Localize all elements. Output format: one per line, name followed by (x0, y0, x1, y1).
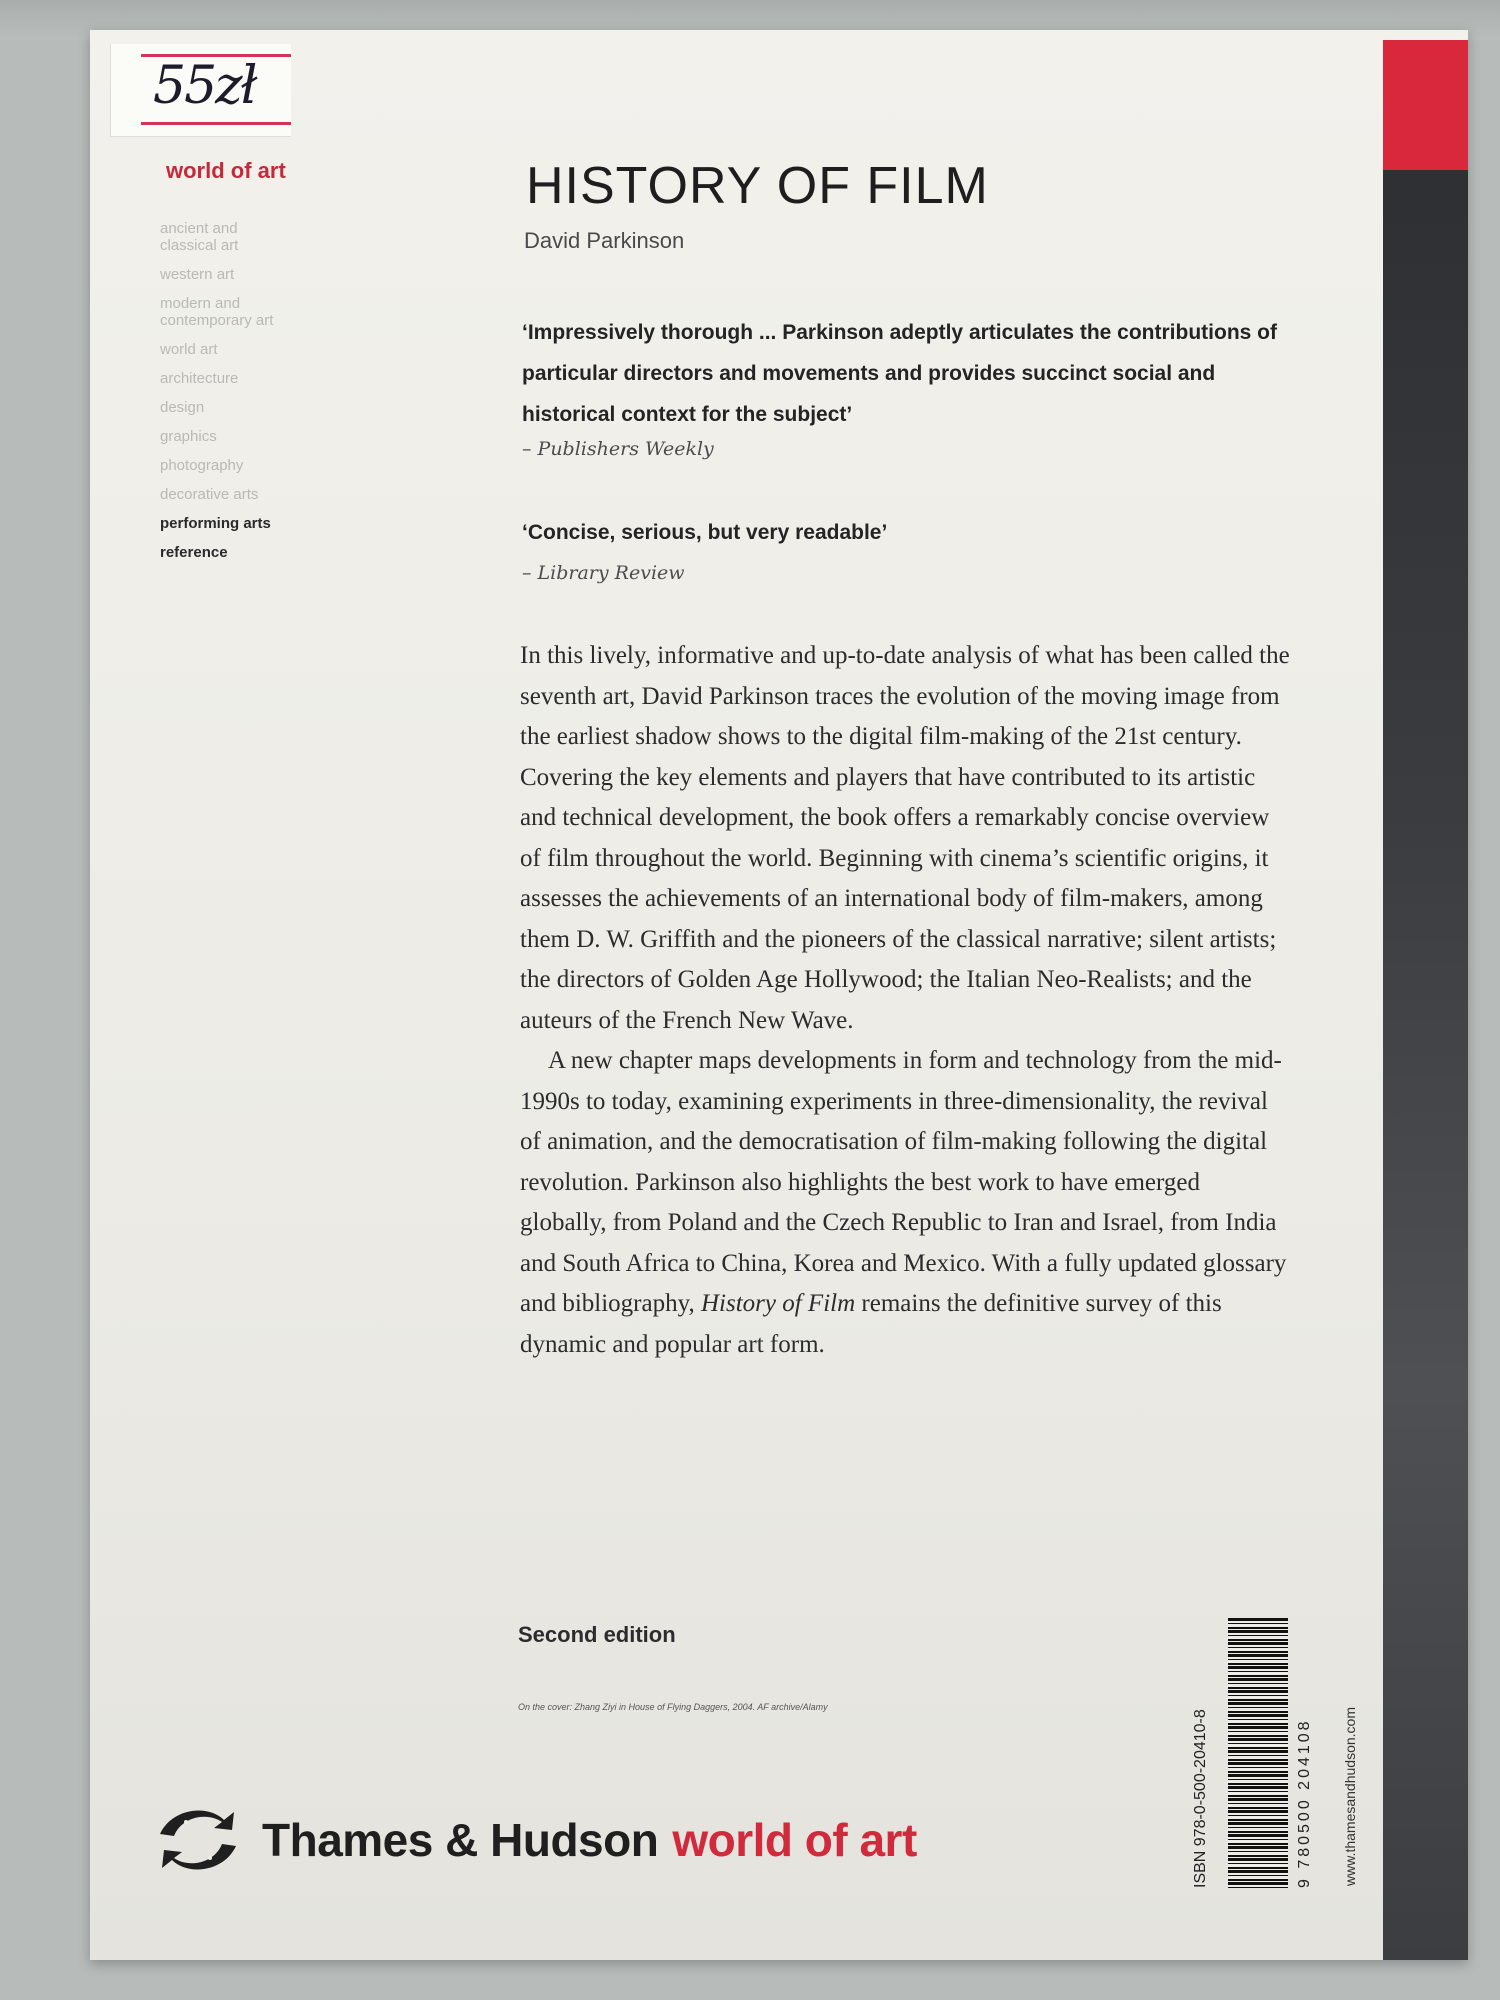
price-tag: 55zł (153, 56, 256, 116)
isbn-text: ISBN 978-0-500-20410-8 (1192, 1709, 1209, 1888)
review-source: – Publishers Weekly (522, 438, 714, 460)
title-reference: History of Film (700, 1290, 856, 1317)
spine-edge (1383, 40, 1468, 1960)
review-quote: ‘Impressively thorough ... Parkinson adeptly articulates the contributions of particular directors and movements and provides succinct social and historical context for the subject’ (522, 321, 1277, 426)
spine-red-band (1383, 40, 1468, 170)
series-category-current: reference (160, 544, 228, 561)
barcode-digits: 9 780500 204108 (1296, 1718, 1313, 1888)
series-category: design (160, 399, 205, 416)
price-sticker (110, 44, 291, 137)
publisher-website: www.thamesandhudson.com (1342, 1707, 1358, 1886)
series-category: world art (160, 341, 218, 358)
series-category: modern and contemporary art (160, 295, 274, 329)
book-description (520, 636, 1290, 1365)
series-category-current: performing arts (160, 515, 271, 532)
sticker-line (141, 122, 291, 125)
edition-label: Second edition (518, 1622, 676, 1647)
series-category: western art (160, 266, 235, 283)
dolphins-logo-icon (150, 1800, 246, 1880)
series-category: decorative arts (160, 486, 259, 503)
barcode (1228, 1618, 1288, 1888)
description-text: remains the definitive survey of this dynamic and popular art form. (520, 1290, 1222, 1358)
cover-credit: On the cover: Zhang Ziyi in House of Flying Daggers, 2004. AF archive/Alamy (518, 1702, 828, 1712)
series-label: world of art (166, 158, 286, 183)
series-category-list (160, 220, 273, 573)
review-quote: ‘Concise, serious, but very readable’ (522, 521, 888, 544)
series-category: photography (160, 457, 244, 474)
description-paragraph: In this lively, informative and up-to-date analysis of what has been called the seventh art, David Parkinson traces the evolution of the moving image from the earliest shadow shows to the digital film-making of the 21st century. Covering the key elements and players that have contributed to its artistic and technical development, the book offers a remarkably concise overview of film throughout the world. Beginning with cinema’s scientific origins, it assesses the achievements of an international body of film-makers, among them D. W. Griffith and the pioneers of the classical narrative; silent artists; the directors of Golden Age Hollywood; the Italian Neo-Realists; and the auteurs of the French New Wave. (520, 642, 1290, 1034)
description-text: A new chapter maps developments in form and technology from the mid-1990s to today, examining experiments in three-dimensionality, the revival of animation, and the democratisation of film-making following the digital revolution. Parkinson also highlights the best work to have emerged globally, from Poland and the Czech Republic to Iran and Israel, from India and South Africa to China, Korea and Mexico. With a fully updated glossary and bibliography, (520, 1047, 1287, 1317)
publisher-logo-block (150, 1800, 917, 1880)
book-title: HISTORY OF FILM (526, 157, 989, 215)
review-source: – Library Review (522, 562, 685, 584)
series-category: ancient and classical art (160, 220, 239, 254)
barcode-block (1192, 1618, 1382, 1888)
series-category: graphics (160, 428, 217, 445)
series-category: architecture (160, 370, 239, 387)
publisher-series: world of art (672, 1814, 917, 1866)
description-paragraph (520, 1041, 1290, 1365)
publisher-name: Thames & Hudson (262, 1814, 659, 1866)
book-author: David Parkinson (524, 228, 685, 253)
